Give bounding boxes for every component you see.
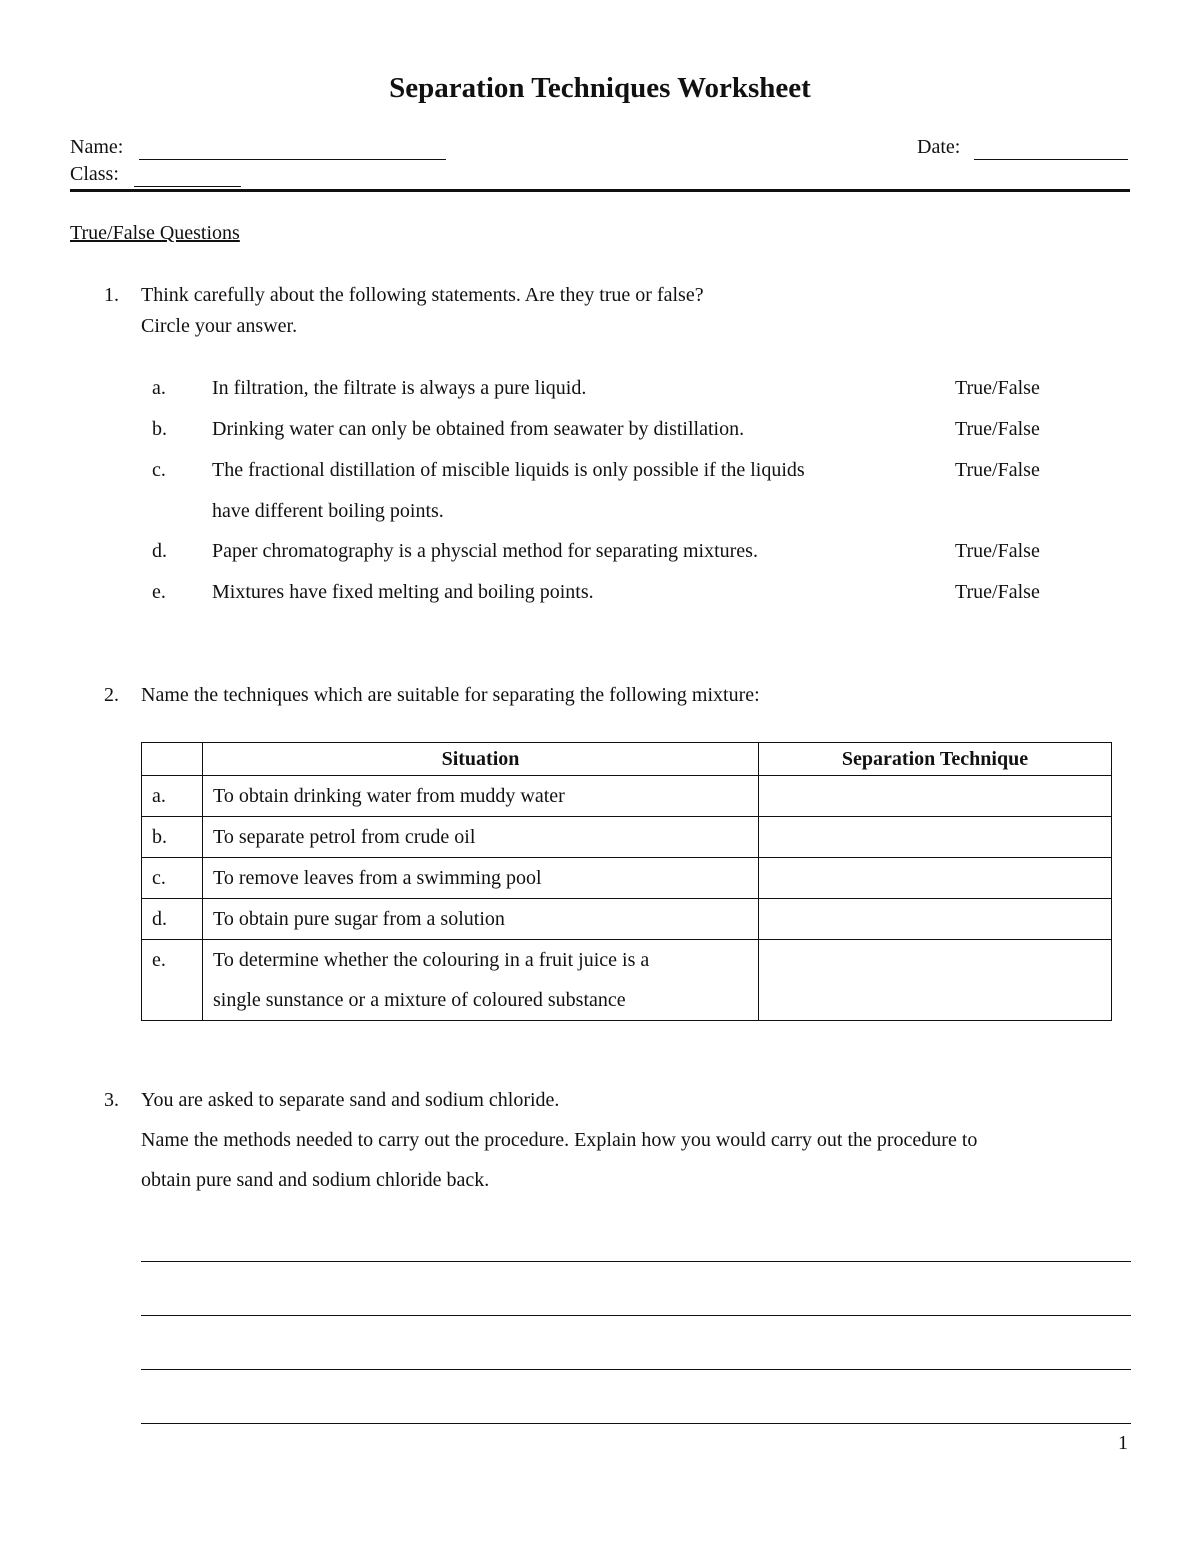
statement-text: The fractional distillation of miscible liquids is only possible if the liquids [212, 459, 805, 481]
column-header-situation: Situation [203, 743, 759, 776]
question-text: Name the techniques which are suitable for separating the following mixture: [141, 684, 760, 706]
statement-text: Drinking water can only be obtained from seawater by distillation. [212, 418, 745, 440]
row-letter: c. [142, 858, 203, 899]
statement-text: In filtration, the filtrate is always a pure liquid. [212, 377, 587, 399]
statement-text: Paper chromatography is a physcial method for separating mixtures. [212, 540, 758, 562]
row-letter: a. [142, 776, 203, 817]
column-header-letter [142, 743, 203, 776]
technique-answer-cell[interactable] [759, 776, 1112, 817]
technique-answer-cell[interactable] [759, 858, 1112, 899]
answer-line[interactable] [141, 1423, 1131, 1424]
answer-line[interactable] [141, 1261, 1131, 1262]
table-row [142, 817, 1112, 858]
situation-cell [203, 940, 759, 1021]
technique-answer-cell[interactable] [759, 817, 1112, 858]
statement-text-continued: have different boiling points. [212, 500, 444, 522]
row-letter: e. [142, 940, 203, 1021]
situation-line-continued: single sunstance or a mixture of coloured substance [213, 989, 626, 1011]
question-text: You are asked to separate sand and sodium chloride. [141, 1089, 560, 1111]
item-letter: d. [152, 540, 167, 562]
item-letter: c. [152, 459, 166, 481]
table-row [142, 940, 1112, 1021]
true-false-answer[interactable]: True/False [955, 418, 1040, 440]
true-false-answer[interactable]: True/False [955, 377, 1040, 399]
situation-cell: To obtain drinking water from muddy water [203, 776, 759, 817]
question-number: 1. [104, 284, 119, 306]
page-title: Separation Techniques Worksheet [389, 72, 811, 104]
true-false-answer[interactable]: True/False [955, 540, 1040, 562]
table-row [142, 858, 1112, 899]
situation-cell: To separate petrol from crude oil [203, 817, 759, 858]
date-label: Date: [917, 136, 961, 158]
section-heading: True/False Questions [70, 222, 240, 244]
date-field[interactable] [974, 137, 1128, 160]
name-field[interactable] [139, 137, 446, 160]
question-instruction-continued: obtain pure sand and sodium chloride back. [141, 1169, 490, 1191]
column-header-technique: Separation Technique [759, 743, 1112, 776]
class-field[interactable] [134, 164, 241, 187]
table-row [142, 776, 1112, 817]
separation-table [141, 742, 1112, 1021]
class-label: Class: [70, 163, 119, 185]
question-text: Think carefully about the following statements. Are they true or false? [141, 284, 704, 306]
question-instruction: Name the methods needed to carry out the procedure. Explain how you would carry out the procedure to [141, 1129, 978, 1151]
row-letter: d. [142, 899, 203, 940]
question-instruction: Circle your answer. [141, 315, 298, 337]
row-letter: b. [142, 817, 203, 858]
statement-text: Mixtures have fixed melting and boiling points. [212, 581, 594, 603]
item-letter: a. [152, 377, 166, 399]
item-letter: e. [152, 581, 166, 603]
answer-line[interactable] [141, 1315, 1131, 1316]
technique-answer-cell[interactable] [759, 899, 1112, 940]
technique-answer-cell[interactable] [759, 940, 1112, 1021]
table-header-row [142, 743, 1112, 776]
situation-cell: To obtain pure sugar from a solution [203, 899, 759, 940]
question-number: 3. [104, 1089, 119, 1111]
page-number: 1 [1118, 1432, 1128, 1454]
header-divider [70, 189, 1130, 192]
answer-line[interactable] [141, 1369, 1131, 1370]
table-row [142, 899, 1112, 940]
true-false-answer[interactable]: True/False [955, 459, 1040, 481]
situation-line: To determine whether the colouring in a fruit juice is a [213, 949, 650, 971]
situation-cell: To remove leaves from a swimming pool [203, 858, 759, 899]
true-false-answer[interactable]: True/False [955, 581, 1040, 603]
name-label: Name: [70, 136, 124, 158]
item-letter: b. [152, 418, 167, 440]
question-number: 2. [104, 684, 119, 706]
